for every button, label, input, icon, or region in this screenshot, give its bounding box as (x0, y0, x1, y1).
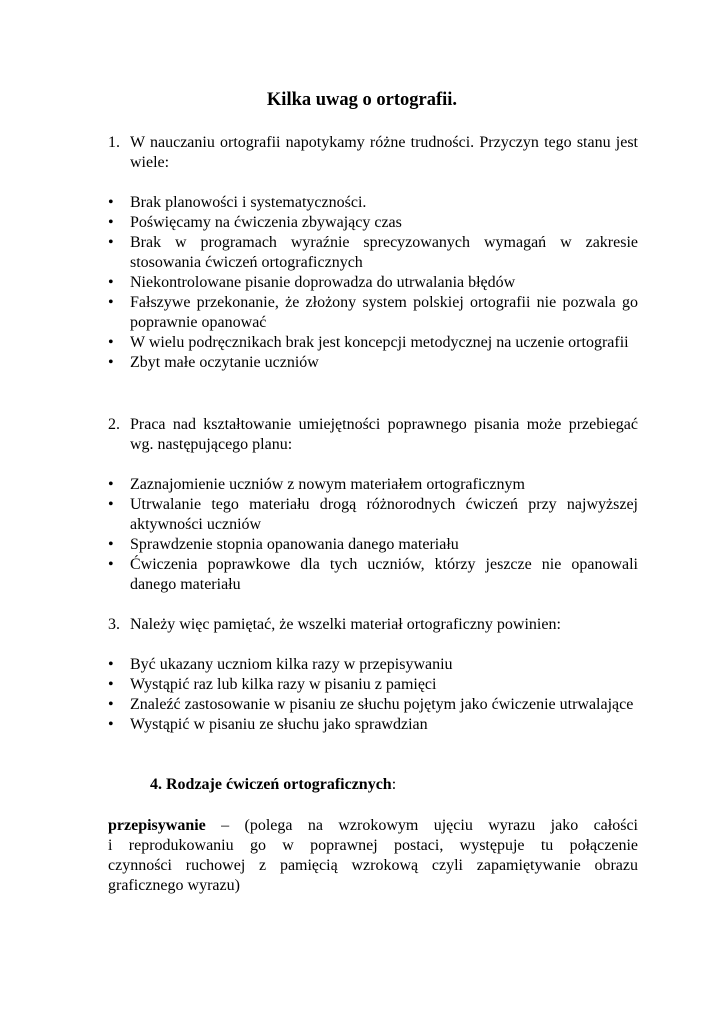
section-number: 3. (108, 616, 120, 633)
bullet-icon: • (108, 234, 114, 251)
list-item: • Ćwiczenia poprawkowe dla tych uczniów, którzy jeszcze nie opanowali danego materiału (108, 556, 638, 593)
list-item: • Być ukazany uczniom kilka razy w przepisywaniu (108, 656, 453, 673)
list-item: • Zaznajomienie uczniów z nowym materiałem ortograficznym (108, 476, 525, 493)
list-item: • Wystąpić w pisaniu ze słuchu jako sprawdzian (108, 716, 428, 733)
bullet-icon: • (108, 716, 114, 733)
list-item: • Sprawdzenie stopnia opanowania danego materiału (108, 536, 459, 553)
paragraph-line: przepisywanie – (polega na wzrokowym ujęciu wyrazu jako całości (108, 817, 638, 834)
list-item: • Niekontrolowane pisanie doprowadza do utrwalania błędów (108, 274, 516, 291)
section-1-list (108, 193, 638, 373)
list-item: • Brak w programach wyraźnie sprecyzowanych wymagań w zakresie stosowania ćwiczeń ortograficznych (108, 234, 638, 271)
bullet-icon: • (108, 696, 114, 713)
section-text: Praca nad kształtowanie umiejętności poprawnego pisania może przebiegać wg. następującego planu: (130, 416, 638, 453)
bullet-icon: • (108, 496, 114, 513)
paragraph-line: i reprodukowaniu go w poprawnej postaci, występuje tu połączenie (108, 837, 638, 854)
bullet-icon: • (108, 476, 114, 493)
section-number: 1. (108, 134, 120, 151)
term: przepisywanie (108, 817, 206, 834)
section-2-list (108, 475, 638, 595)
bullet-icon: • (108, 676, 114, 693)
list-item: • Poświęcamy na ćwiczenia zbywający czas (108, 214, 402, 231)
section-number: 2. (108, 416, 120, 433)
bullet-icon: • (108, 354, 114, 371)
list-item: • Utrwalanie tego materiału drogą różnorodnych ćwiczeń przy najwyższej aktywności uczniów (108, 496, 638, 533)
bullet-icon: • (108, 274, 114, 291)
bullet-icon: • (108, 556, 114, 573)
bullet-icon: • (108, 536, 114, 553)
section-text: W nauczaniu ortografii napotykamy różne trudności. Przyczyn tego stanu jest wiele: (130, 134, 638, 171)
definition-paragraph (108, 816, 638, 896)
section-2-intro (108, 415, 638, 455)
bullet-icon: • (108, 194, 114, 211)
paragraph-line: czynności ruchowej z pamięcią wzrokową czyli zapamiętywanie obrazu (108, 857, 638, 874)
bullet-icon: • (108, 334, 114, 351)
section-1-intro (108, 133, 638, 173)
list-item: • W wielu podręcznikach brak jest koncepcji metodycznej na uczenie ortografii (108, 334, 629, 351)
paragraph-line: graficznego wyrazu) (108, 877, 240, 894)
section-3-intro (108, 615, 638, 635)
list-item: • Wystąpić raz lub kilka razy w pisaniu z pamięci (108, 676, 437, 693)
bullet-icon: • (108, 214, 114, 231)
list-item: • Fałszywe przekonanie, że złożony system polskiej ortografii nie pozwala go poprawnie opanować (108, 294, 638, 331)
page-title: Kilka uwag o ortografii. (266, 90, 458, 110)
bullet-icon: • (108, 656, 114, 673)
list-item: • Zbyt małe oczytanie uczniów (108, 354, 319, 371)
section-4-heading: 4. Rodzaje ćwiczeń ortograficznych: (150, 776, 397, 793)
section-3-list (108, 655, 638, 735)
list-item: • Znaleźć zastosowanie w pisaniu ze słuchu pojętym jako ćwiczenie utrwalające (108, 696, 634, 713)
list-item: • Brak planowości i systematyczności. (108, 194, 367, 211)
bullet-icon: • (108, 294, 114, 311)
section-text: Należy więc pamiętać, że wszelki materiał ortograficzny powinien: (130, 616, 561, 633)
